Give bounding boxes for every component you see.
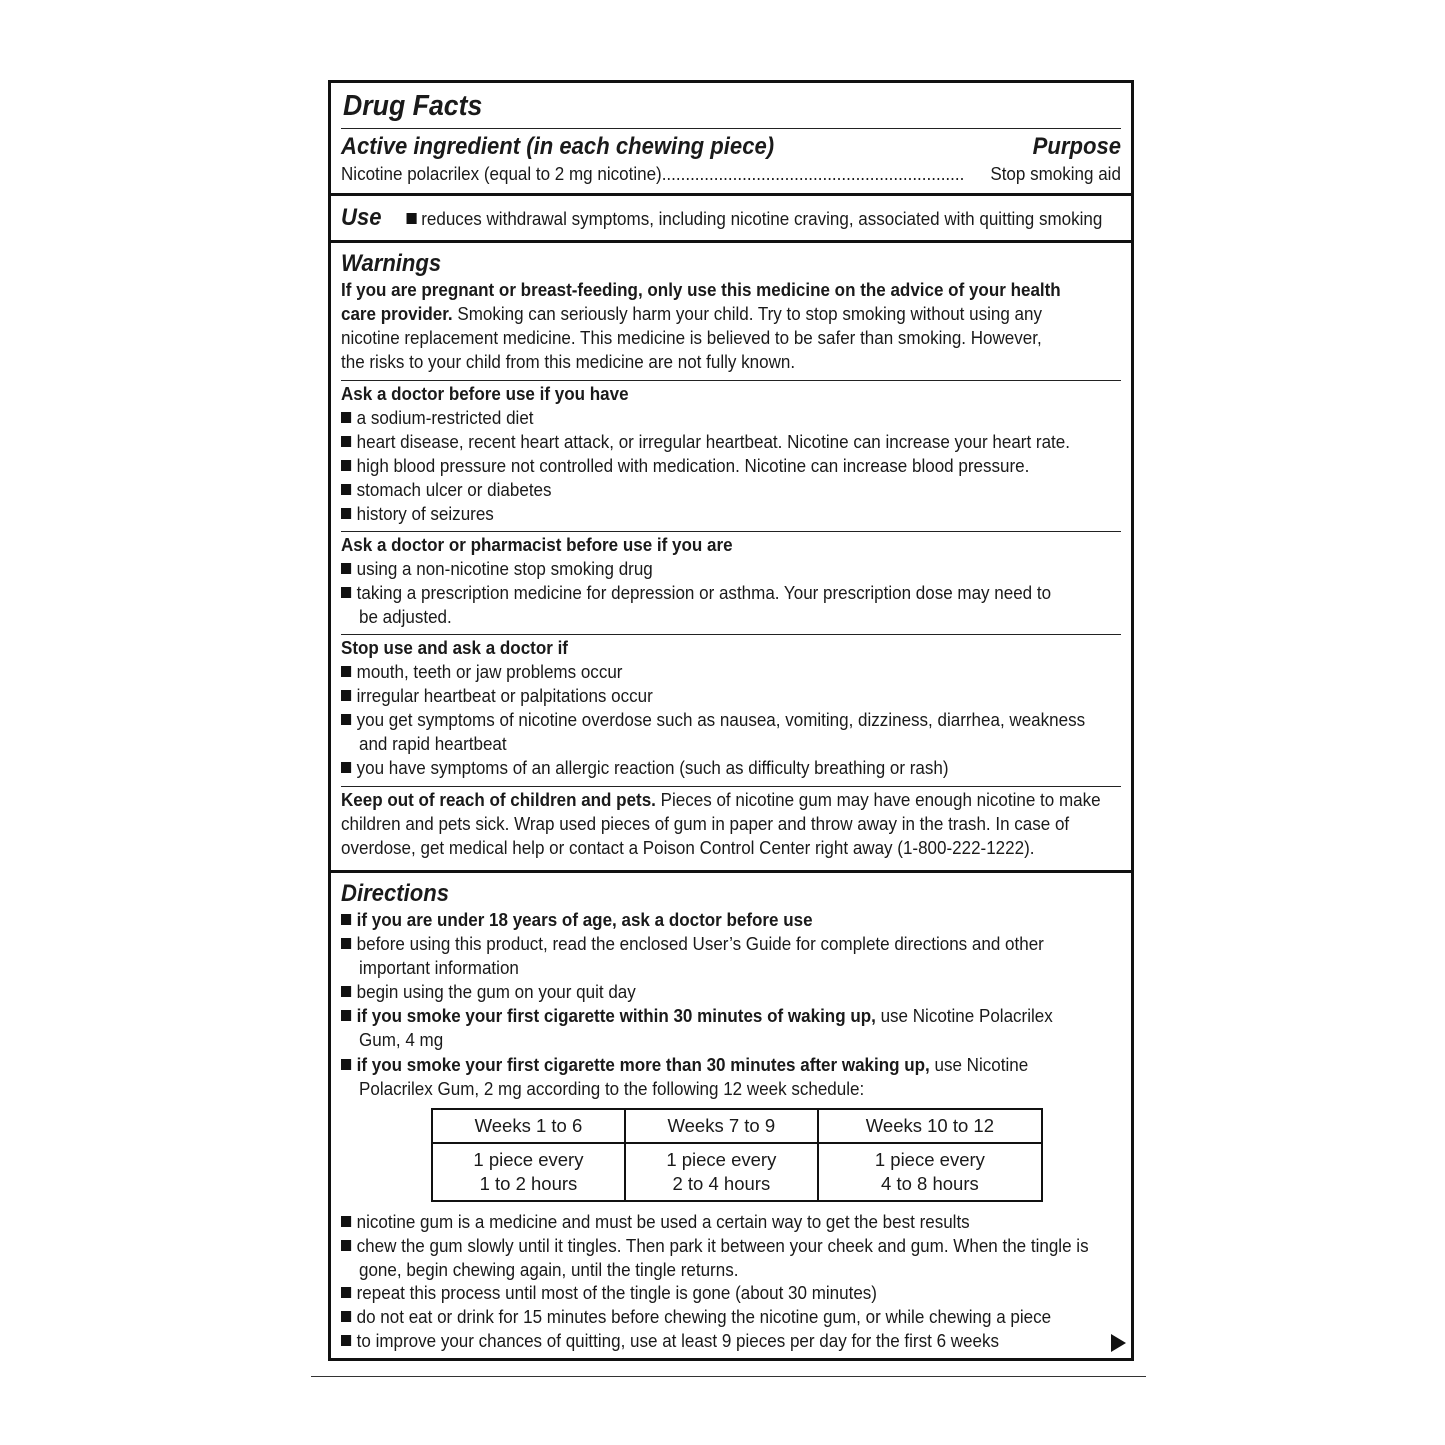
list-item: using a non-nicotine stop smoking drug bbox=[341, 557, 653, 581]
list-item-continued: gone, begin chewing again, until the tingle returns. bbox=[359, 1259, 739, 1280]
list-item: if you smoke your first cigarette within 30 minutes of waking up, use Nicotine Polacrilex bbox=[341, 1004, 1053, 1028]
continued-arrow-icon bbox=[1111, 1334, 1126, 1352]
section-divider bbox=[331, 870, 1131, 873]
list-item: irregular heartbeat or palpitations occur bbox=[341, 684, 653, 708]
list-item: do not eat or drink for 15 minutes before chewing the nicotine gum, or while chewing a piece bbox=[341, 1305, 1051, 1329]
list-item-continued: be adjusted. bbox=[359, 606, 452, 627]
list-item: to improve your chances of quitting, use at least 9 pieces per day for the first 6 weeks bbox=[341, 1329, 999, 1353]
list-item: repeat this process until most of the tingle is gone (about 30 minutes) bbox=[341, 1281, 877, 1305]
list-item: begin using the gum on your quit day bbox=[341, 980, 636, 1004]
table-header-cell: Weeks 7 to 9 bbox=[625, 1109, 818, 1143]
table-header-cell: Weeks 1 to 6 bbox=[432, 1109, 625, 1143]
stop-use-heading: Stop use and ask a doctor if bbox=[341, 637, 568, 658]
subsection-rule bbox=[341, 786, 1121, 787]
list-item: before using this product, read the enclosed User’s Guide for complete directions and other bbox=[341, 932, 1044, 956]
subsection-rule bbox=[341, 634, 1121, 635]
list-item: nicotine gum is a medicine and must be used a certain way to get the best results bbox=[341, 1210, 970, 1234]
list-item-continued: Gum, 4 mg bbox=[359, 1029, 444, 1050]
table-cell: 1 piece every 2 to 4 hours bbox=[625, 1143, 818, 1201]
list-item: if you smoke your first cigarette more than 30 minutes after waking up, use Nicotine bbox=[341, 1053, 1028, 1077]
table-cell: 1 piece every 1 to 2 hours bbox=[432, 1143, 625, 1201]
list-item: stomach ulcer or diabetes bbox=[341, 478, 552, 502]
list-item: you get symptoms of nicotine overdose such as nausea, vomiting, dizziness, diarrhea, weakness bbox=[341, 708, 1085, 732]
section-divider bbox=[331, 240, 1131, 243]
purpose-value: Stop smoking aid bbox=[990, 163, 1121, 184]
dosing-schedule-table bbox=[431, 1108, 1043, 1202]
pregnant-warning-line2: care provider. Smoking can seriously harm your child. Try to stop smoking without using any bbox=[341, 303, 1042, 324]
keep-out-line1: Keep out of reach of children and pets. Pieces of nicotine gum may have enough nicotine to make bbox=[341, 789, 1101, 810]
keep-out-line2: children and pets sick. Wrap used pieces of gum in paper and throw away in the trash. In case of bbox=[341, 813, 1070, 834]
drug-facts-title: Drug Facts bbox=[343, 90, 483, 122]
list-item-continued: important information bbox=[359, 957, 519, 978]
table-header-row bbox=[432, 1109, 1042, 1143]
list-item: high blood pressure not controlled with medication. Nicotine can increase blood pressure. bbox=[341, 454, 1029, 478]
directions-heading: Directions bbox=[341, 880, 449, 907]
ask-doctor-heading: Ask a doctor before use if you have bbox=[341, 383, 629, 404]
list-item-continued: and rapid heartbeat bbox=[359, 733, 507, 754]
table-header-cell: Weeks 10 to 12 bbox=[818, 1109, 1042, 1143]
subsection-rule bbox=[341, 531, 1121, 532]
subsection-rule bbox=[341, 380, 1121, 381]
section-divider bbox=[331, 193, 1131, 196]
use-text: reduces withdrawal symptoms, including nicotine craving, associated with quitting smoking bbox=[401, 207, 1102, 231]
list-item: heart disease, recent heart attack, or irregular heartbeat. Nicotine can increase your heart rate. bbox=[341, 430, 1070, 454]
ask-pharmacist-heading: Ask a doctor or pharmacist before use if you are bbox=[341, 534, 733, 555]
ingredient-line: Nicotine polacrilex (equal to 2 mg nicotine)................................................................ bbox=[341, 163, 965, 184]
list-item: if you are under 18 years of age, ask a doctor before use bbox=[341, 908, 813, 932]
list-item-continued: Polacrilex Gum, 2 mg according to the following 12 week schedule: bbox=[359, 1078, 865, 1099]
warnings-heading: Warnings bbox=[341, 250, 442, 277]
title-rule bbox=[341, 128, 1121, 129]
list-item: taking a prescription medicine for depression or asthma. Your prescription dose may need to bbox=[341, 581, 1051, 605]
pregnant-warning-line3: nicotine replacement medicine. This medicine is believed to be safer than smoking. However, bbox=[341, 327, 1042, 348]
active-ingredient-heading: Active ingredient (in each chewing piece) bbox=[341, 133, 775, 160]
use-heading: Use bbox=[341, 204, 382, 231]
list-item: a sodium-restricted diet bbox=[341, 406, 534, 430]
keep-out-line3: overdose, get medical help or contact a Poison Control Center right away (1-800-222-1222). bbox=[341, 837, 1035, 858]
bottom-rule bbox=[311, 1376, 1146, 1377]
purpose-heading: Purpose bbox=[1032, 133, 1121, 160]
list-item: history of seizures bbox=[341, 502, 494, 526]
pregnant-warning-line4: the risks to your child from this medicine are not fully known. bbox=[341, 351, 796, 372]
pregnant-warning-bold: If you are pregnant or breast-feeding, only use this medicine on the advice of your health bbox=[341, 279, 1061, 300]
list-item: mouth, teeth or jaw problems occur bbox=[341, 660, 622, 684]
table-cell: 1 piece every 4 to 8 hours bbox=[818, 1143, 1042, 1201]
list-item: chew the gum slowly until it tingles. Then park it between your cheek and gum. When the tingle is bbox=[341, 1234, 1089, 1258]
table-row bbox=[432, 1143, 1042, 1201]
list-item: you have symptoms of an allergic reaction (such as difficulty breathing or rash) bbox=[341, 756, 949, 780]
drug-facts-panel bbox=[328, 80, 1134, 1361]
bullet-icon bbox=[407, 213, 417, 224]
